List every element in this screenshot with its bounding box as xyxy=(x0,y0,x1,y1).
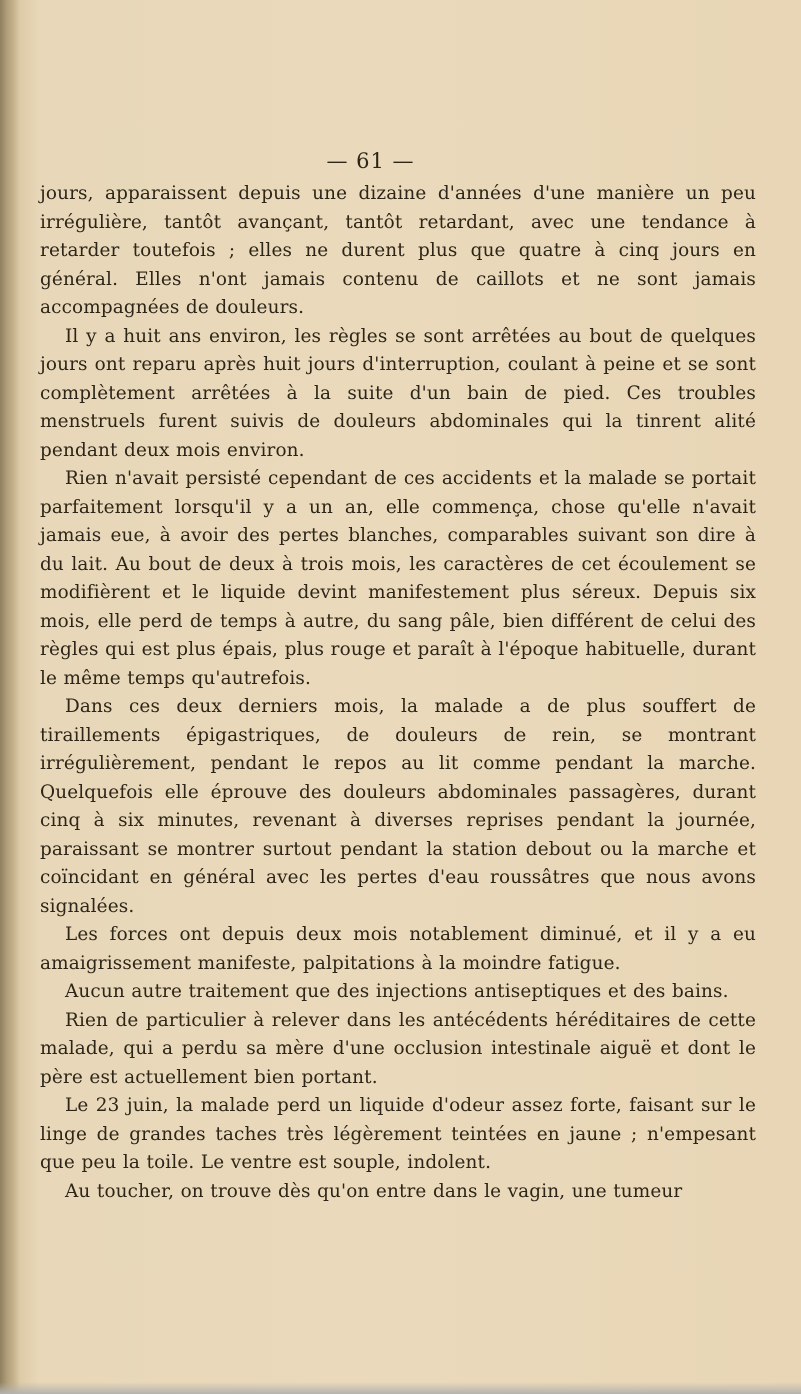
paragraph: Au toucher, on trouve dès qu'on entre dans le vagin, une tumeur xyxy=(65,1180,683,1202)
body-text xyxy=(40,180,756,1206)
paragraph: Il y a huit ans environ, les règles se sont arrêtées au bout de quelques jours ont reparu après huit jours d'interruption, coulant à peine et se sont complètement arrêtées à la suite d'un bain de pied. Ces troubles menstruels furent suivis de douleurs abdominales qui la tinrent alité pendant deux mois environ. xyxy=(40,325,756,461)
paragraph: Rien de particulier à relever dans les antécédents héréditaires de cette malade, qui a perdu sa mère d'une occlusion intestinale aiguë et dont le père est actuellement bien portant. xyxy=(40,1009,756,1088)
paragraph: Le 23 juin, la malade perd un liquide d'odeur assez forte, faisant sur le linge de grandes taches très légèrement teintées en jaune ; n'empesant que peu la toile. Le ventre est souple, indolent. xyxy=(40,1095,756,1173)
paragraph: Aucun autre traitement que des injections antiseptiques et des bains. xyxy=(65,981,729,1002)
paragraph: jours, apparaissent depuis une dizaine d'années d'une manière un peu irrégulière, tantôt avançant, tantôt retardant, avec une tendance à retarder toutefois ; elles ne durent plus que quatre à cinq jours en général. Elles n'ont jamais contenu de caillots et ne sont jamais accompagnées de douleurs. xyxy=(40,183,756,318)
paragraph: Les forces ont depuis deux mois notablement diminué, et il y a eu amaigrissement manifeste, palpitations à la moindre fatigue. xyxy=(40,924,756,974)
page-number: — 61 — xyxy=(326,149,415,173)
page-bottom-edge xyxy=(0,1382,801,1394)
paragraph: Dans ces deux derniers mois, la malade a de plus souffert de tiraillements épigastriques, de douleurs de rein, se montrant irrégulièrement, pendant le repos au lit comme pendant la marche. Quelquefois elle éprouve des douleurs abdominales passagères, durant cinq à six minutes, revenant à diverses reprises pendant la journée, paraissant se montrer surtout pendant la station debout ou la marche et coïncidant en général avec les pertes d'eau roussâtres que nous avons signalées. xyxy=(40,696,756,917)
paragraph: Rien n'avait persisté cependant de ces accidents et la malade se portait parfaitement lorsqu'il y a un an, elle commença, chose qu'elle n'avait jamais eue, à avoir des pertes blanches, comparables suivant son dire à du lait. Au bout de deux à trois mois, les caractères de cet écoulement se modifièrent et le liquide devint manifestement plus séreux. Depuis six mois, elle perd de temps à autre, du sang pâle, bien différent de celui des règles qui est plus épais, plus rouge et paraît à l'époque habituelle, durant le même temps qu'autrefois. xyxy=(40,468,756,689)
binding-shadow xyxy=(0,0,20,1394)
